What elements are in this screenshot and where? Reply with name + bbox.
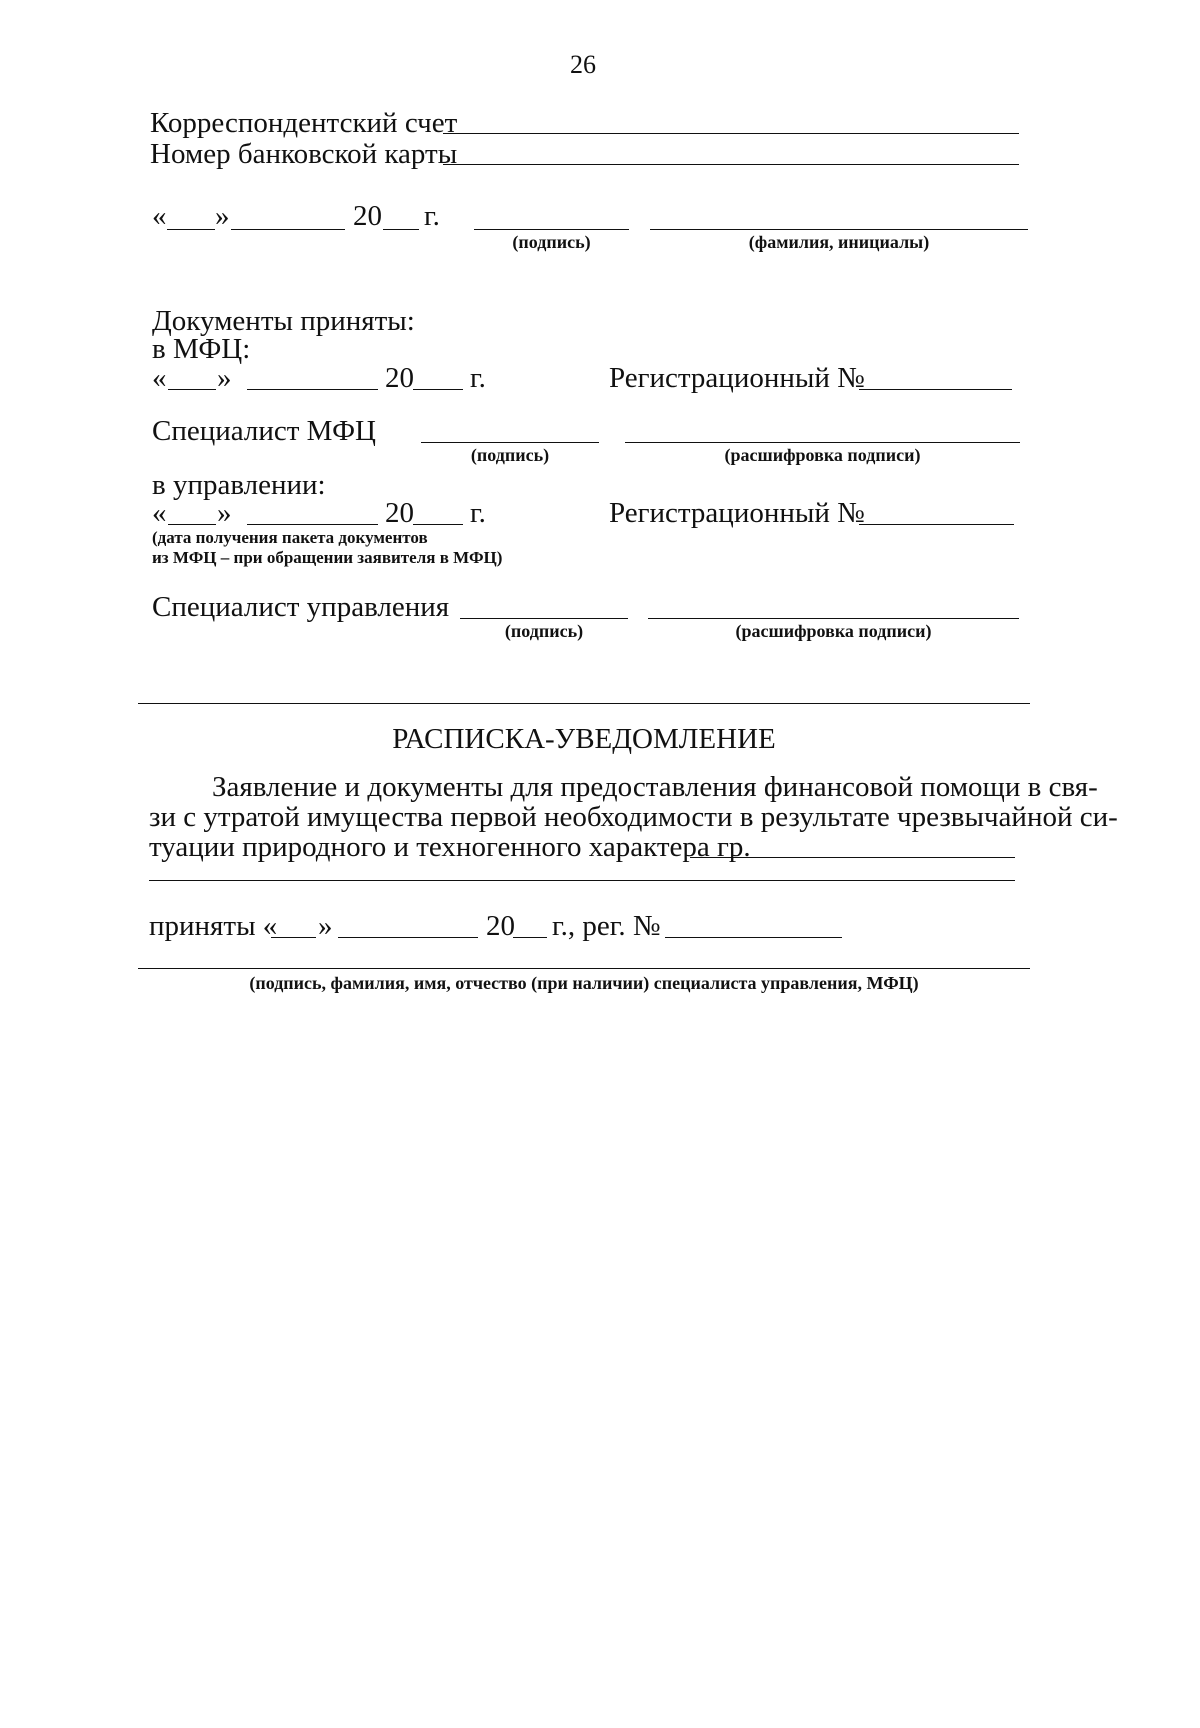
mfc-date-open-quote: «: [152, 362, 167, 394]
receipt-paragraph-line1: Заявление и документы для предоставления финансовой помощи в свя-: [212, 771, 1098, 803]
accepted-heading: Документы приняты:: [152, 305, 415, 337]
mfc-date-year-field[interactable]: [413, 389, 463, 390]
applicant-name-field[interactable]: [650, 229, 1028, 230]
receipt-date-close-quote: »: [318, 910, 333, 942]
applicant-date-year-field[interactable]: [383, 229, 419, 230]
mfc-specialist-decode-field[interactable]: [625, 442, 1020, 443]
applicant-name-caption: (фамилия, инициалы): [748, 232, 930, 252]
applicant-signature-field[interactable]: [474, 229, 629, 230]
receipt-date-year-field[interactable]: [513, 937, 547, 938]
receipt-paragraph-line2: зи с утратой имущества первой необходимости в результате чрезвычайной си-: [149, 801, 1118, 833]
mfc-label: в МФЦ:: [152, 333, 251, 365]
dept-date-day-field[interactable]: [168, 524, 216, 525]
card-number-label: Номер банковской карты: [150, 138, 458, 170]
mfc-date-year-suffix: г.: [470, 362, 486, 394]
receipt-year-reg-suffix: г., рег. №: [552, 910, 661, 942]
dept-specialist-decode-field[interactable]: [648, 618, 1019, 619]
mfc-specialist-signature-caption: (подпись): [470, 445, 550, 465]
receipt-paragraph-line3: туации природного и техногенного характера гр.: [149, 831, 751, 863]
dept-specialist-signature-caption: (подпись): [504, 621, 584, 641]
mfc-date-month-field[interactable]: [247, 389, 378, 390]
receipt-date-day-field[interactable]: [271, 937, 316, 938]
mfc-specialist-label: Специалист МФЦ: [152, 415, 376, 447]
applicant-signature-caption: (подпись): [512, 232, 591, 252]
dept-reg-number-field[interactable]: [859, 524, 1014, 525]
mfc-date-year-prefix: 20: [385, 362, 414, 394]
receipt-bottom-caption: (подпись, фамилия, имя, отчество (при наличии) специалиста управления, МФЦ): [249, 973, 919, 993]
dept-date-year-suffix: г.: [470, 497, 486, 529]
receipt-date-year-prefix: 20: [486, 910, 515, 942]
section-separator: [138, 703, 1030, 704]
applicant-date-year-prefix: 20: [353, 200, 382, 232]
dept-label: в управлении:: [152, 469, 326, 501]
dept-specialist-signature-field[interactable]: [460, 618, 628, 619]
receipt-accepted-prefix: приняты «: [149, 910, 278, 942]
receipt-reg-number-field[interactable]: [665, 937, 842, 938]
applicant-date-close-quote: »: [215, 200, 230, 232]
dept-date-year-field[interactable]: [413, 524, 463, 525]
mfc-reg-label: Регистрационный №: [609, 362, 865, 394]
receipt-date-month-field[interactable]: [338, 937, 478, 938]
mfc-specialist-decode-caption: (расшифровка подписи): [724, 445, 921, 465]
dept-reg-label: Регистрационный №: [609, 497, 865, 529]
receipt-citizen-name-field[interactable]: [690, 857, 1015, 858]
corr-account-field[interactable]: [443, 133, 1019, 134]
dept-date-open-quote: «: [152, 497, 167, 529]
receipt-title: РАСПИСКА-УВЕДОМЛЕНИЕ: [392, 723, 776, 755]
dept-specialist-label: Специалист управления: [152, 591, 450, 623]
dept-date-note-line2: из МФЦ – при обращении заявителя в МФЦ): [152, 548, 503, 567]
dept-date-month-field[interactable]: [247, 524, 378, 525]
page-number: 26: [570, 50, 596, 79]
receipt-citizen-name-field-2[interactable]: [149, 880, 1015, 881]
applicant-date-year-suffix: г.: [424, 200, 440, 232]
applicant-date-open-quote: «: [152, 200, 167, 232]
mfc-reg-number-field[interactable]: [859, 389, 1012, 390]
dept-date-year-prefix: 20: [385, 497, 414, 529]
receipt-signature-field[interactable]: [138, 968, 1030, 969]
card-number-field[interactable]: [443, 164, 1019, 165]
mfc-date-close-quote: »: [217, 362, 232, 394]
dept-specialist-decode-caption: (расшифровка подписи): [735, 621, 932, 641]
applicant-date-month-field[interactable]: [231, 229, 345, 230]
corr-account-label: Корреспондентский счет: [150, 107, 458, 139]
mfc-date-day-field[interactable]: [168, 389, 216, 390]
dept-date-close-quote: »: [217, 497, 232, 529]
dept-date-note-line1: (дата получения пакета документов: [152, 528, 428, 547]
applicant-date-day-field[interactable]: [167, 229, 215, 230]
mfc-specialist-signature-field[interactable]: [421, 442, 599, 443]
